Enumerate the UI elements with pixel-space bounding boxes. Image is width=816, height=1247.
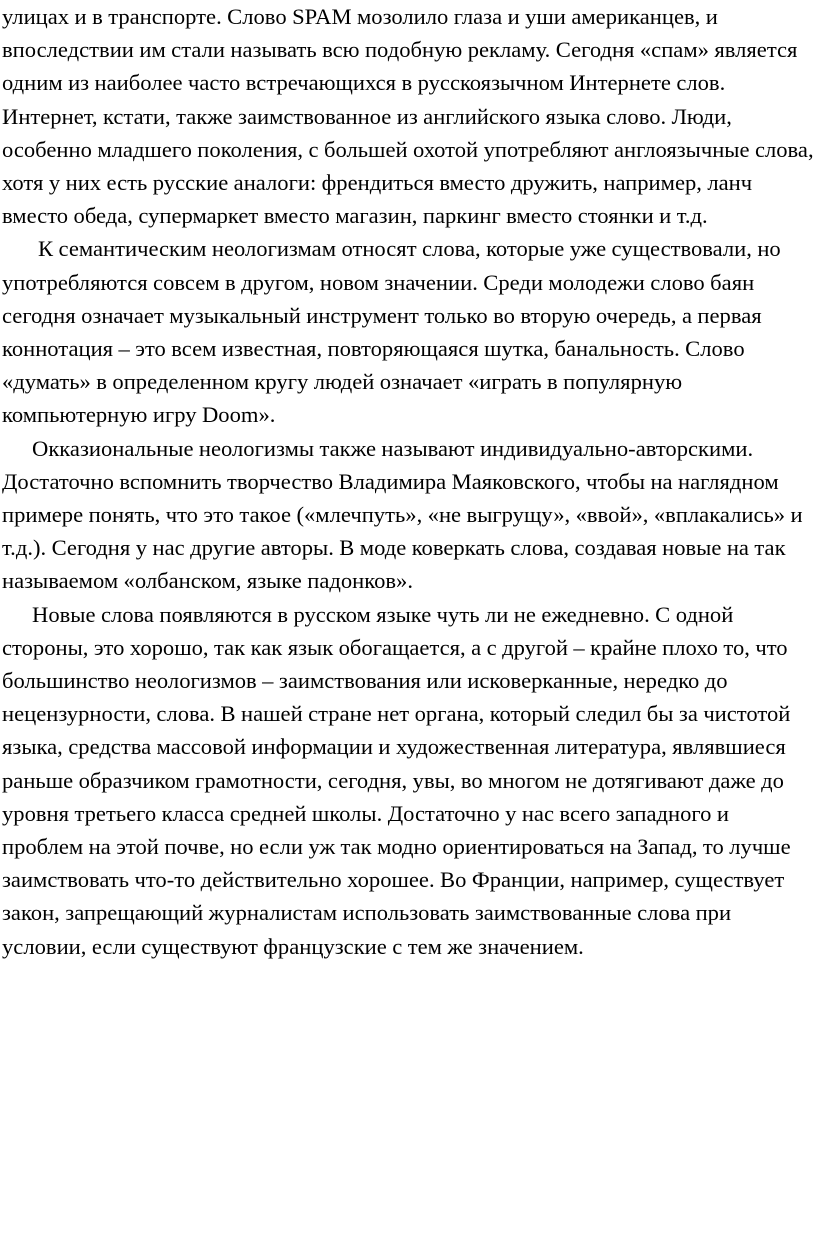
paragraph-occasional-neologisms: Окказиональные неологизмы также называют индивидуально-авторскими. Достаточно вспомнить творчество Владимира Маяковского, чтобы на наглядном примере понять, что это такое («млечпуть», «не выгрущу», «ввой», «вплакались» и т.д.). Сегодня у нас другие авторы. В моде коверкать слова, создавая новые на так называемом «олбанском, языке падонков».	[2, 435, 803, 594]
document-page	[2, 0, 814, 963]
paragraph-semantic-neologisms: К семантическим неологизмам относят слова, которые уже существовали, но употребляются совсем в другом, новом значении. Среди молодежи слово баян сегодня означает музыкальный инструмент только во вторую очередь, а первая коннотация – это всем известная, повторяющаяся шутка, банальность. Слово «думать» в определенном кругу людей означает «играть в популярную компьютерную игру Doom».	[2, 236, 781, 428]
paragraph-new-words: Новые слова появляются в русском языке чуть ли не ежедневно. С одной стороны, это хорошо, так как язык обогащается, а с другой – крайне плохо то, что большинство неологизмов – заимствования или исковерканные, нередко до нецензурности, слова. В нашей стране нет органа, который следил бы за чистотой языка, средства массовой информации и художественная литература, являвшиеся раньше образчиком грамотности, сегодня, увы, во многом не дотягивают даже до уровня третьего класса средней школы. Достаточно у нас всего западного и проблем на этой почве, но если уж так модно ориентироваться на Запад, то лучше заимствовать что-то действительно хорошее. Во Франции, например, существует закон, запрещающий журналистам использовать заимствованные слова при условии, если существуют французские с тем же значением.	[2, 601, 791, 959]
paragraph-spam-continuation: улицах и в транспорте. Слово SPAM мозолило глаза и уши американцев, и впоследствии им стали называть всю подобную рекламу. Сегодня «спам» является одним из наиболее часто встречающихся в русскоязычном Интернете слов. Интернет, кстати, также заимствованное из английского языка слово. Люди, особенно младшего поколения, с большей охотой употребляют англоязычные слова, хотя у них есть русские аналоги: френдиться вместо дружить, например, ланч вместо обеда, супермаркет вместо магазин, паркинг вместо стоянки и т.д.	[2, 4, 814, 229]
